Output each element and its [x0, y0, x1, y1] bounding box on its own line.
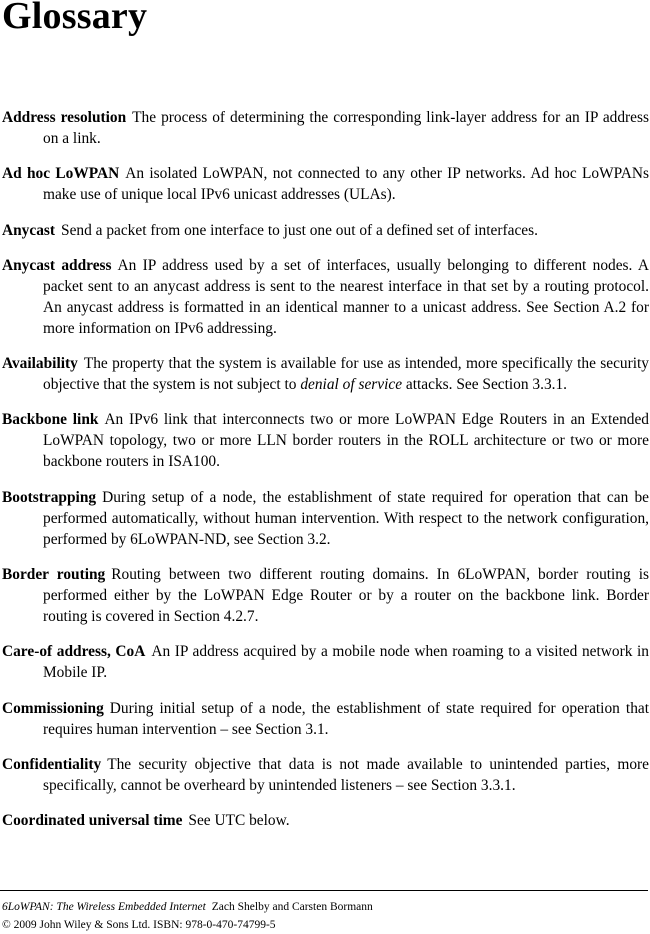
entry-definition: An isolated LoWPAN, not connected to any other IP networks. Ad hoc LoWPANs make use of unique local IPv6 unicast addresses (ULAs).: [43, 165, 649, 204]
glossary-entry: [2, 255, 649, 339]
entry-term: Coordinated universal time: [2, 812, 183, 830]
entry-definition: During setup of a node, the establishment of state required for operation that can be performed automatically, without human intervention. With respect to the network configuration, performed by 6LoWPAN-ND, see Section 3.2.: [43, 488, 649, 548]
entry-term: Care-of address, CoA: [2, 643, 146, 661]
glossary-entry: [2, 353, 649, 395]
entry-term: Availability: [2, 355, 78, 373]
glossary-entry: [2, 564, 649, 627]
entry-definition: An IP address acquired by a mobile node when roaming to a visited network in Mobile IP.: [43, 643, 649, 682]
entry-definition: An IPv6 link that interconnects two or more LoWPAN Edge Routers in an Extended LoWPAN topology, two or more LLN border routers in the ROLL architecture or two or more backbone routers in ISA100.: [43, 411, 649, 471]
entry-definition: During initial setup of a node, the establishment of state required for operation that requires human intervention – see Section 3.1.: [43, 699, 649, 738]
glossary-entry: [2, 698, 649, 740]
entry-definition: The process of determining the corresponding link-layer address for an IP address on a link.: [43, 109, 649, 147]
glossary-entry: [2, 409, 649, 472]
entry-definition: See UTC below.: [188, 812, 290, 830]
footer-copyright: © 2009 John Wiley & Sons Ltd. ISBN: 978-0-470-74799-5: [2, 919, 276, 931]
footer-divider: [0, 890, 648, 891]
entry-definition: An IP address used by a set of interfaces, usually belonging to different nodes. A packet sent to an anycast address is sent to the nearest interface in that set by a routing protocol. An anycast address is formatted in an identical manner to a unicast address. See Section A.2 for more information on IPv6 addressing.: [43, 256, 649, 337]
glossary-entry: [2, 163, 649, 205]
glossary-entries: [2, 107, 649, 846]
entry-term: Bootstrapping: [2, 488, 97, 506]
entry-term: Anycast: [2, 221, 56, 239]
glossary-entry: [2, 107, 649, 149]
entry-term: Backbone link: [2, 411, 99, 429]
entry-term: Ad hoc LoWPAN: [2, 165, 120, 183]
glossary-entry: [2, 487, 649, 550]
glossary-entry: [2, 641, 649, 683]
entry-definition: The property that the system is available for use as intended, more specifically the security objective that the system is not subject to: [43, 355, 649, 394]
book-authors: Zach Shelby and Carsten Bormann: [211, 901, 373, 913]
glossary-entry: [2, 754, 649, 796]
entry-definition: The security objective that data is not made available to unintended parties, more specifically, cannot be overheard by unintended listeners – see Section 3.3.1.: [43, 755, 649, 794]
glossary-entry: [2, 810, 649, 831]
page-title: Glossary: [2, 0, 148, 37]
glossary-entry: [2, 220, 649, 241]
emphasized-term: denial of service: [300, 376, 403, 394]
entry-term: Border routing: [2, 566, 106, 584]
entry-term: Address resolution: [2, 109, 127, 126]
footer-citation: [2, 898, 373, 916]
entry-term: Confidentiality: [2, 755, 102, 773]
book-title: 6LoWPAN: The Wireless Embedded Internet: [2, 901, 206, 913]
entry-definition: Routing between two different routing domains. In 6LoWPAN, border routing is performed either by the LoWPAN Edge Router or by a router on the backbone link. Border routing is covered in Section 4.2.7.: [43, 566, 650, 626]
entry-definition: Send a packet from one interface to just one out of a defined set of interfaces.: [61, 221, 538, 239]
entry-term: Anycast address: [2, 256, 112, 274]
entry-definition-cont: attacks. See Section 3.3.1.: [402, 376, 568, 394]
entry-term: Commissioning: [2, 699, 104, 717]
page-footer: [2, 898, 373, 934]
